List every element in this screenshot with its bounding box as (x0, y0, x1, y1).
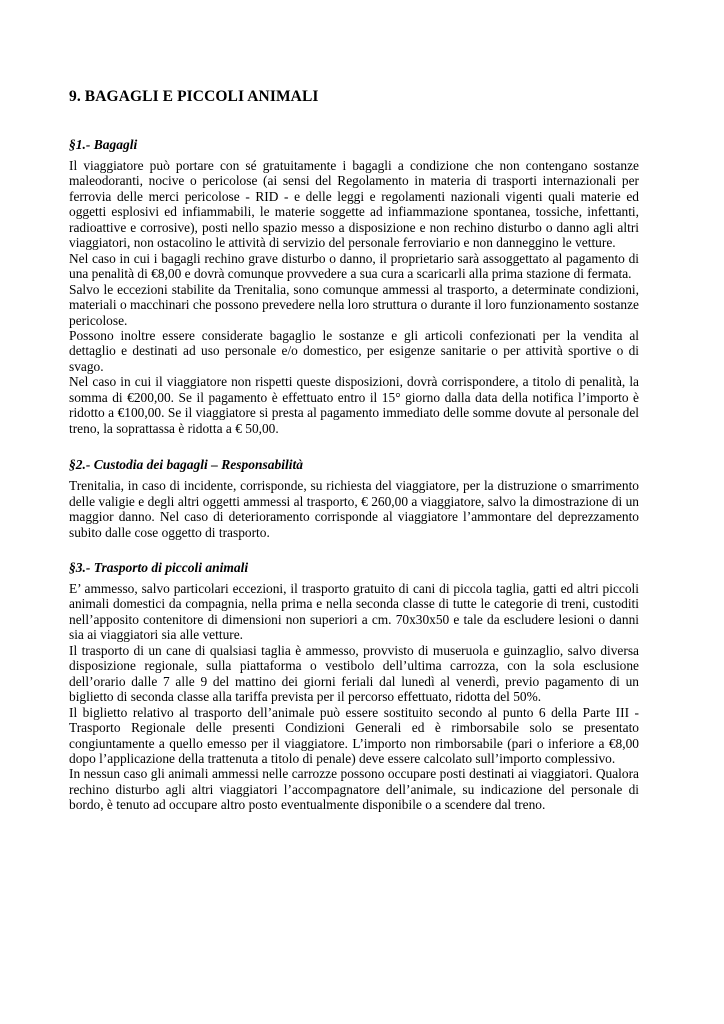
paragraph: Il biglietto relativo al trasporto dell’animale può essere sostituito secondo al punto 6 della Parte III - Trasporto Regionale delle presenti Condizioni Generali ed è rimborsabile solo se presentato congiuntamente a quello emesso per il viaggiatore. L’importo non rimborsabile (pari o inferiore a €8,00 dopo l’applicazione della trattenuta a titolo di penale) deve essere calcolato sull’importo complessivo. (69, 704, 639, 766)
section-heading: §3.- Trasporto di piccoli animali (69, 559, 249, 575)
paragraph: In nessun caso gli animali ammessi nelle carrozze possono occupare posti destinati ai viaggiatori. Qualora rechino disturbo agli altri viaggiatori l’accompagnatore dell’animale, su indicazione del personale di bordo, è tenuto ad occupare altro posto eventualmente disponibile o a scendere dal treno. (69, 766, 639, 813)
section-heading: §1.- Bagagli (69, 137, 138, 152)
paragraph: Il trasporto di un cane di qualsiasi taglia è ammesso, provvisto di museruola e guinzaglio, salvo diversa disposizione regionale, sulla piattaforma o vestibolo dell’ultima carrozza, con la sola esclusione dell’orario dalle 7 alle 9 del mattino dei giorni feriali dal lunedì al venerdì, previo pagamento di un biglietto di seconda classe alla tariffa prevista per il percorso effettuato, ridotta del 50%. (69, 642, 639, 705)
paragraph: Possono inoltre essere considerate bagaglio le sostanze e gli articoli confezionati per la vendita al dettaglio e destinati ad uso personale e/o domestico, per esigenze sanitarie o per attività sportive o di svago. (69, 327, 639, 374)
paragraph: Nel caso in cui i bagagli rechino grave disturbo o danno, il proprietario sarà assoggettato al pagamento di una penalità di €8,00 e dovrà comunque provvedere a sua cura a scaricarli alla prima stazione di fermata. (69, 250, 639, 282)
section-piccoli-animali (69, 559, 639, 813)
section-custodia-bagagli (69, 456, 639, 540)
paragraph: E’ ammesso, salvo particolari eccezioni, il trasporto gratuito di cani di piccola taglia, gatti ed altri piccoli animali domestici da compagnia, nella prima e nella seconda classe di tutte le categorie di treni, custoditi nell’apposito contenitore di dimensioni non superiori a cm. 70x30x50 e tale da escludere lesioni o danni sia ai viaggiatori sia alle vetture. (69, 580, 639, 643)
section-heading: §2.- Custodia dei bagagli – Responsabilità (69, 457, 304, 473)
section-bagagli (69, 136, 639, 436)
paragraph: Salvo le eccezioni stabilite da Trenitalia, sono comunque ammessi al trasporto, a determinate condizioni, materiali o macchinari che possono prevedere nella loro struttura o durante il loro funzionamento sostanze pericolose. (69, 281, 639, 328)
paragraph: Il viaggiatore può portare con sé gratuitamente i bagagli a condizione che non contengano sostanze maleodoranti, nocive o pericolose (ai sensi del Regolamento in materia di trasporti internazionali per ferrovia delle merci pericolose - RID - e delle leggi e regolamenti nazionali vigenti quali materie ed oggetti esplosivi ed infiammabili, le materie soggette ad infiammazione spontanea, tossiche, infettanti, radioattive e corrosive), posti nello spazio messo a disposizione e non rechino disturbo o danno agli altri viaggiatori, non ostacolino le attività di servizio del personale ferroviario e non danneggino le vetture. (69, 158, 639, 251)
document-page (69, 88, 639, 813)
paragraph: Trenitalia, in caso di incidente, corrisponde, su richiesta del viaggiatore, per la distruzione o smarrimento delle valigie e degli altri oggetti ammessi al trasporto, € 260,00 a viaggiatore, salvo la dimostrazione di un maggior danno. Nel caso di deterioramento corrisponde al viaggiatore l’ammontare del deprezzamento subito dalle cose oggetto di trasporto. (69, 478, 639, 540)
chapter-title: 9. BAGAGLI E PICCOLI ANIMALI (69, 88, 319, 105)
paragraph: Nel caso in cui il viaggiatore non rispetti queste disposizioni, dovrà corrispondere, a titolo di penalità, la somma di €200,00. Se il pagamento è effettuato entro il 15° giorno dalla data della notifica l’importo è ridotto a €100,00. Se il viaggiatore si presta al pagamento immediato delle somme dovute al personale del treno, la soprattassa è ridotta a € 50,00. (69, 374, 639, 436)
